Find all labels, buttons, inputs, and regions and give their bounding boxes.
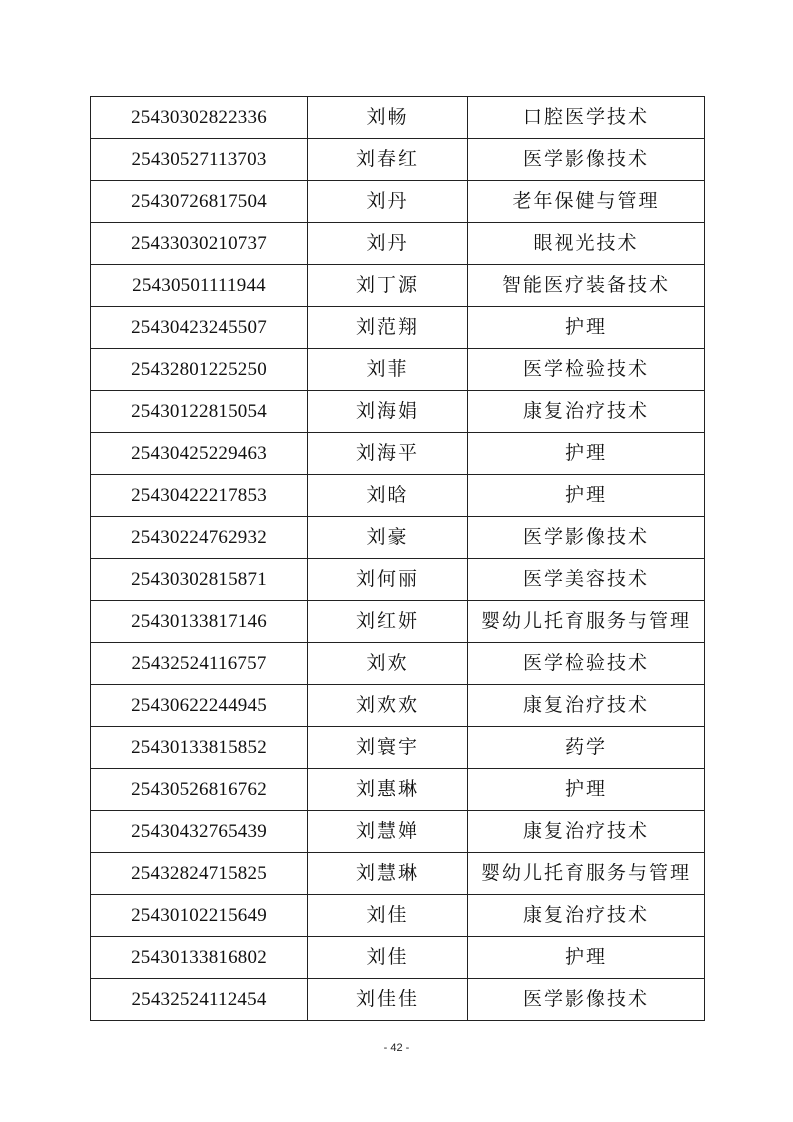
candidate-id-cell: 25430425229463	[91, 433, 308, 475]
candidate-id-cell: 25430224762932	[91, 517, 308, 559]
table-row	[91, 391, 705, 433]
major-cell: 康复治疗技术	[468, 685, 705, 727]
name-cell: 刘佳佳	[308, 979, 468, 1021]
table-row	[91, 979, 705, 1021]
candidate-id-cell: 25430527113703	[91, 139, 308, 181]
major-cell: 医学影像技术	[468, 979, 705, 1021]
name-cell: 刘丹	[308, 181, 468, 223]
major-cell: 智能医疗装备技术	[468, 265, 705, 307]
candidate-id-cell: 25430622244945	[91, 685, 308, 727]
major-cell: 医学检验技术	[468, 643, 705, 685]
table-row	[91, 223, 705, 265]
roster-table	[90, 96, 705, 1021]
table-row	[91, 811, 705, 853]
name-cell: 刘畅	[308, 97, 468, 139]
table-row	[91, 769, 705, 811]
name-cell: 刘海平	[308, 433, 468, 475]
name-cell: 刘慧婵	[308, 811, 468, 853]
name-cell: 刘欢	[308, 643, 468, 685]
name-cell: 刘春红	[308, 139, 468, 181]
major-cell: 康复治疗技术	[468, 895, 705, 937]
table-row	[91, 727, 705, 769]
name-cell: 刘佳	[308, 895, 468, 937]
candidate-id-cell: 25430501111944	[91, 265, 308, 307]
name-cell: 刘佳	[308, 937, 468, 979]
table-row	[91, 853, 705, 895]
major-cell: 康复治疗技术	[468, 811, 705, 853]
major-cell: 医学检验技术	[468, 349, 705, 391]
major-cell: 口腔医学技术	[468, 97, 705, 139]
major-cell: 眼视光技术	[468, 223, 705, 265]
name-cell: 刘丁源	[308, 265, 468, 307]
name-cell: 刘惠琳	[308, 769, 468, 811]
candidate-id-cell: 25430133815852	[91, 727, 308, 769]
name-cell: 刘晗	[308, 475, 468, 517]
candidate-id-cell: 25432801225250	[91, 349, 308, 391]
name-cell: 刘慧琳	[308, 853, 468, 895]
name-cell: 刘丹	[308, 223, 468, 265]
candidate-id-cell: 25430726817504	[91, 181, 308, 223]
page-number: - 42 -	[383, 1042, 410, 1054]
major-cell: 婴幼儿托育服务与管理	[468, 601, 705, 643]
table-row	[91, 181, 705, 223]
candidate-id-cell: 25430302815871	[91, 559, 308, 601]
name-cell: 刘海娟	[308, 391, 468, 433]
major-cell: 护理	[468, 769, 705, 811]
name-cell: 刘寰宇	[308, 727, 468, 769]
candidate-id-cell: 25430526816762	[91, 769, 308, 811]
table-row	[91, 139, 705, 181]
table-row	[91, 517, 705, 559]
major-cell: 护理	[468, 433, 705, 475]
candidate-id-cell: 25430423245507	[91, 307, 308, 349]
major-cell: 婴幼儿托育服务与管理	[468, 853, 705, 895]
table-row	[91, 307, 705, 349]
major-cell: 药学	[468, 727, 705, 769]
candidate-id-cell: 25430133816802	[91, 937, 308, 979]
candidate-id-cell: 25430102215649	[91, 895, 308, 937]
table-row	[91, 937, 705, 979]
candidate-id-cell: 25433030210737	[91, 223, 308, 265]
table-row	[91, 643, 705, 685]
name-cell: 刘红妍	[308, 601, 468, 643]
table-row	[91, 475, 705, 517]
major-cell: 医学影像技术	[468, 517, 705, 559]
major-cell: 护理	[468, 937, 705, 979]
table-row	[91, 433, 705, 475]
name-cell: 刘豪	[308, 517, 468, 559]
candidate-id-cell: 25430122815054	[91, 391, 308, 433]
table-row	[91, 895, 705, 937]
candidate-id-cell: 25430422217853	[91, 475, 308, 517]
candidate-id-cell: 25432524116757	[91, 643, 308, 685]
name-cell: 刘菲	[308, 349, 468, 391]
candidate-id-cell: 25432824715825	[91, 853, 308, 895]
roster-table-body	[91, 97, 705, 1021]
table-row	[91, 97, 705, 139]
table-row	[91, 601, 705, 643]
table-row	[91, 265, 705, 307]
major-cell: 医学美容技术	[468, 559, 705, 601]
name-cell: 刘范翔	[308, 307, 468, 349]
name-cell: 刘欢欢	[308, 685, 468, 727]
candidate-id-cell: 25432524112454	[91, 979, 308, 1021]
major-cell: 康复治疗技术	[468, 391, 705, 433]
major-cell: 老年保健与管理	[468, 181, 705, 223]
name-cell: 刘何丽	[308, 559, 468, 601]
candidate-id-cell: 25430432765439	[91, 811, 308, 853]
major-cell: 护理	[468, 475, 705, 517]
major-cell: 医学影像技术	[468, 139, 705, 181]
table-row	[91, 559, 705, 601]
table-row	[91, 349, 705, 391]
major-cell: 护理	[468, 307, 705, 349]
table-row	[91, 685, 705, 727]
candidate-id-cell: 25430302822336	[91, 97, 308, 139]
candidate-id-cell: 25430133817146	[91, 601, 308, 643]
